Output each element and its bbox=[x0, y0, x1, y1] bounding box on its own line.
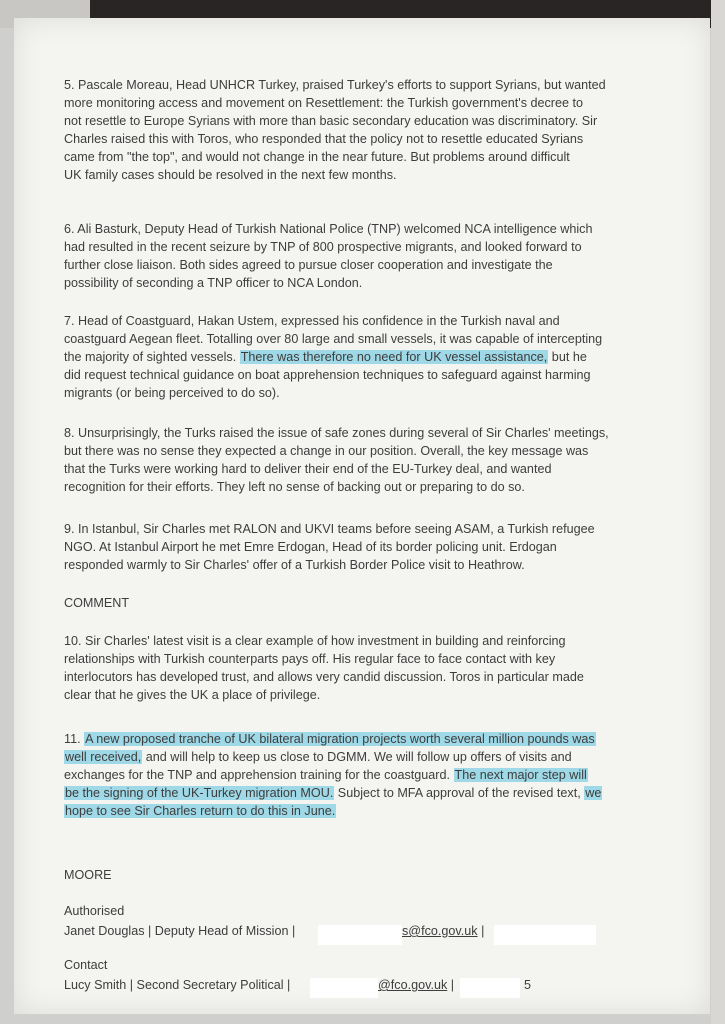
paragraph-line: 9. In Istanbul, Sir Charles met RALON and UKVI teams before seeing ASAM, a Turkish refugee bbox=[64, 522, 595, 536]
paragraph-line: more monitoring access and movement on Resettlement: the Turkish government's decree to bbox=[64, 96, 583, 110]
paragraph-line bbox=[64, 348, 674, 366]
authorised-label: Authorised bbox=[64, 904, 125, 918]
contact-tail: 5 bbox=[524, 978, 532, 992]
paragraph-line: relationships with Turkish counterparts pays off. His regular face to face contact with key bbox=[64, 652, 556, 666]
paragraph-line: responded warmly to Sir Charles' offer of a Turkish Border Police visit to Heathrow. bbox=[64, 558, 525, 572]
highlighted-text: The next major step will bbox=[454, 768, 587, 782]
paragraph-line: NGO. At Istanbul Airport he met Emre Erdogan, Head of its border policing unit. Erdogan bbox=[64, 540, 557, 554]
paragraph-line: not resettle to Europe Syrians with more than basic secondary education was discriminatory. Sir bbox=[64, 114, 598, 128]
paragraph-line: migrants (or being perceived to do so). bbox=[64, 386, 280, 400]
redaction-box bbox=[460, 978, 520, 998]
redaction-box bbox=[494, 925, 596, 945]
text-run: Subject to MFA approval of the revised text, bbox=[334, 786, 585, 800]
paragraph-line bbox=[64, 730, 674, 748]
contact-name-role: Lucy Smith | Second Secretary Political | bbox=[64, 978, 291, 992]
paragraph-11 bbox=[64, 730, 674, 820]
text-run: 11. bbox=[64, 732, 85, 746]
authorised-email: s@fco.gov.uk bbox=[402, 924, 478, 938]
paragraph-line bbox=[64, 766, 674, 784]
comment-heading: COMMENT bbox=[64, 596, 130, 610]
paragraph-line: further close liaison. Both sides agreed to pursue closer cooperation and investigate the bbox=[64, 258, 553, 272]
redaction-box bbox=[318, 925, 402, 945]
highlighted-text: There was therefore no need for UK vessel assistance, bbox=[240, 350, 548, 364]
separator: | bbox=[481, 924, 485, 938]
text-run: and will help to keep us close to DGMM. We will follow up offers of visits and bbox=[142, 750, 572, 764]
paragraph-line: Charles raised this with Toros, who responded that the policy not to resettle educated Syrians bbox=[64, 132, 584, 146]
paragraph-line: UK family cases should be resolved in the next few months. bbox=[64, 168, 397, 182]
paragraph-line: interlocutors has developed trust, and allows very candid discussion. Toros in particular made bbox=[64, 670, 584, 684]
paragraph-line: 5. Pascale Moreau, Head UNHCR Turkey, praised Turkey's efforts to support Syrians, but wanted bbox=[64, 78, 606, 92]
signoff: MOORE bbox=[64, 868, 112, 882]
paragraph-line: came from "the top", and would not change in the near future. But problems around difficult bbox=[64, 150, 570, 164]
paragraph-line: had resulted in the recent seizure by TNP of 800 prospective migrants, and looked forward to bbox=[64, 240, 582, 254]
highlighted-text: be the signing of the UK-Turkey migration MOU. bbox=[65, 786, 334, 800]
document-page bbox=[14, 18, 710, 1014]
paragraph-10 bbox=[64, 632, 674, 704]
paragraph-line: that the Turks were working hard to deliver their end of the EU-Turkey deal, and wanted bbox=[64, 462, 552, 476]
contact-label: Contact bbox=[64, 958, 108, 972]
paragraph-line: 7. Head of Coastguard, Hakan Ustem, expressed his confidence in the Turkish naval and bbox=[64, 314, 560, 328]
paragraph-6 bbox=[64, 220, 674, 292]
redaction-box bbox=[310, 978, 378, 998]
paragraph-7 bbox=[64, 312, 674, 402]
paragraph-line: clear that he gives the UK a place of privilege. bbox=[64, 688, 321, 702]
paragraph-5 bbox=[64, 76, 674, 184]
highlighted-text: well received, bbox=[65, 750, 142, 764]
paragraph-line: 8. Unsurprisingly, the Turks raised the issue of safe zones during several of Sir Charles' meetings, bbox=[64, 426, 609, 440]
paragraph-line bbox=[64, 802, 674, 820]
paragraph-line bbox=[64, 784, 674, 802]
paragraph-line: 6. Ali Basturk, Deputy Head of Turkish National Police (TNP) welcomed NCA intelligence which bbox=[64, 222, 593, 236]
paragraph-line: did request technical guidance on boat apprehension techniques to safeguard against harming bbox=[64, 368, 591, 382]
paragraph-line: 10. Sir Charles' latest visit is a clear example of how investment in building and reinforcing bbox=[64, 634, 566, 648]
text-run: the majority of sighted vessels. bbox=[64, 350, 240, 364]
highlighted-text: hope to see Sir Charles return to do this in June. bbox=[65, 804, 336, 818]
paragraph-9 bbox=[64, 520, 674, 574]
paragraph-line: recognition for their efforts. They left no sense of backing out or preparing to do so. bbox=[64, 480, 525, 494]
text-run: exchanges for the TNP and apprehension training for the coastguard. bbox=[64, 768, 454, 782]
highlighted-text: we bbox=[585, 786, 602, 800]
text-run: but he bbox=[548, 350, 587, 364]
paragraph-line: possibility of seconding a TNP officer to NCA London. bbox=[64, 276, 363, 290]
paragraph-line bbox=[64, 748, 674, 766]
scan-right-edge bbox=[711, 0, 725, 1024]
contact-email: @fco.gov.uk bbox=[378, 978, 448, 992]
authorised-name-role: Janet Douglas | Deputy Head of Mission | bbox=[64, 924, 296, 938]
separator: | bbox=[450, 978, 455, 992]
highlighted-text: A new proposed tranche of UK bilateral migration projects worth several million pounds was bbox=[85, 732, 595, 746]
paragraph-line: but there was no sense they expected a change in our position. Overall, the key message was bbox=[64, 444, 589, 458]
paragraph-8 bbox=[64, 424, 674, 496]
paragraph-line: coastguard Aegean fleet. Totalling over 80 large and small vessels, it was capable of intercepting bbox=[64, 332, 603, 346]
